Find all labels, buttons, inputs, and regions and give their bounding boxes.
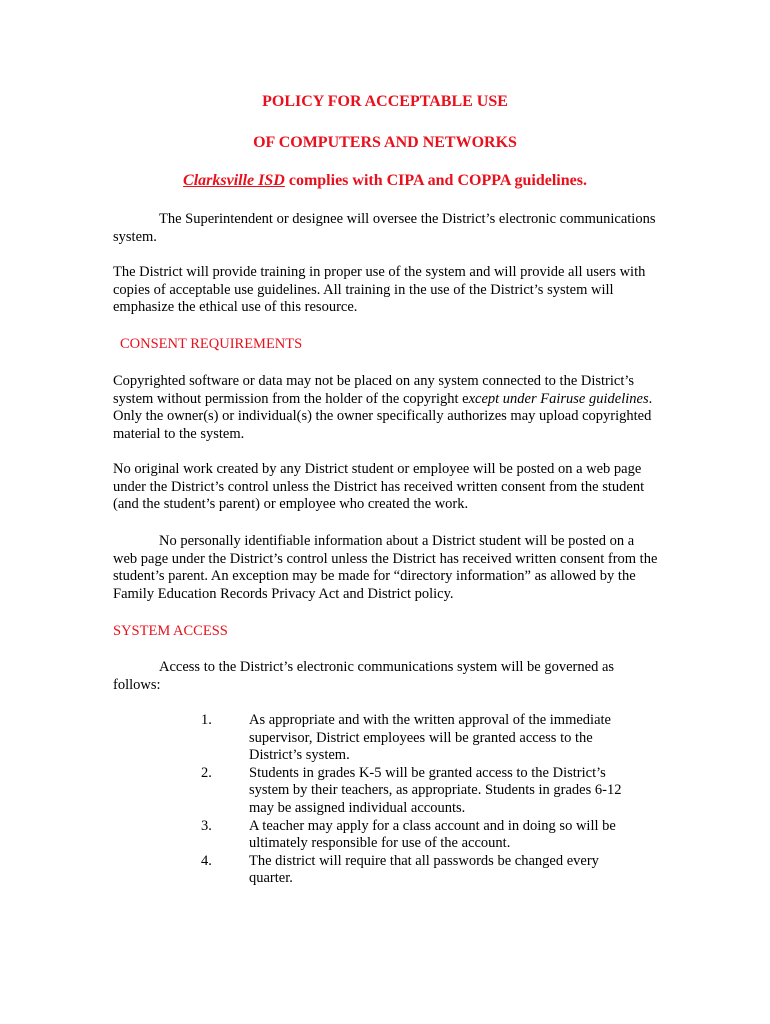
consent-paragraph-3: No personally identifiable information about a District student will be posted on a web page under the District’s control unless the District has received written consent from the student’s parent. An exception may be made for “directory information” as allowed by the Family Education Records Privacy Act and District policy.: [113, 533, 658, 602]
compliance-statement: [0, 172, 770, 190]
district-name: Clarksville ISD: [183, 172, 285, 189]
page-title: POLICY FOR ACCEPTABLE USE: [262, 93, 508, 110]
page-subtitle: OF COMPUTERS AND NETWORKS: [253, 134, 517, 151]
consent-p1-start: Copyrighted software or data may not be placed on any system connected to the District’s system without permission from the holder of the copyright e: [113, 373, 635, 407]
consent-p1-italic: xcept under Fairuse guidelines: [468, 390, 649, 407]
consent-paragraph-2: No original work created by any District student or employee will be posted on a web page under the District’s control unless the District has received written consent from the student (and the student’s parent) or employee who created the work.: [113, 461, 645, 513]
system-access-list: [113, 712, 658, 888]
list-item-text: A teacher may apply for a class account and in doing so will be ultimately responsible for use of the account.: [249, 817, 616, 852]
list-item: [113, 765, 658, 818]
consent-heading: CONSENT REQUIREMENTS: [120, 336, 303, 352]
list-item-text: As appropriate and with the written approval of the immediate supervisor, District employees will be granted access to the District’s system.: [249, 712, 611, 764]
list-item-text: Students in grades K-5 will be granted access to the District’s system by their teachers, as appropriate. Students in grades 6-12 may be assigned individual accounts.: [249, 764, 622, 816]
list-item: [113, 818, 658, 853]
list-item: [113, 712, 658, 765]
list-item-number: 3.: [201, 817, 212, 834]
intro-paragraph-2: The District will provide training in proper use of the system and will provide all users with copies of acceptable use guidelines. All training in the use of the District’s system will emphasize the ethical use of this resource.: [113, 264, 646, 316]
system-access-intro: Access to the District’s electronic communications system will be governed as follows:: [113, 659, 615, 693]
list-item-number: 4.: [201, 852, 212, 869]
list-item: [113, 853, 658, 888]
compliance-text: complies with CIPA and COPPA guidelines.: [284, 172, 587, 189]
consent-paragraph-1: [113, 373, 658, 443]
consent-p1-end: . Only the owner(s) or individual(s) the owner specifically authorizes may upload copyrighted material to the system.: [113, 390, 653, 442]
list-item-number: 2.: [201, 764, 212, 781]
list-item-number: 1.: [201, 712, 212, 728]
intro-paragraph-1: The Superintendent or designee will oversee the District’s electronic communications system.: [113, 211, 656, 245]
system-access-heading: SYSTEM ACCESS: [113, 623, 228, 639]
list-item-text: The district will require that all passwords be changed every quarter.: [249, 852, 599, 887]
